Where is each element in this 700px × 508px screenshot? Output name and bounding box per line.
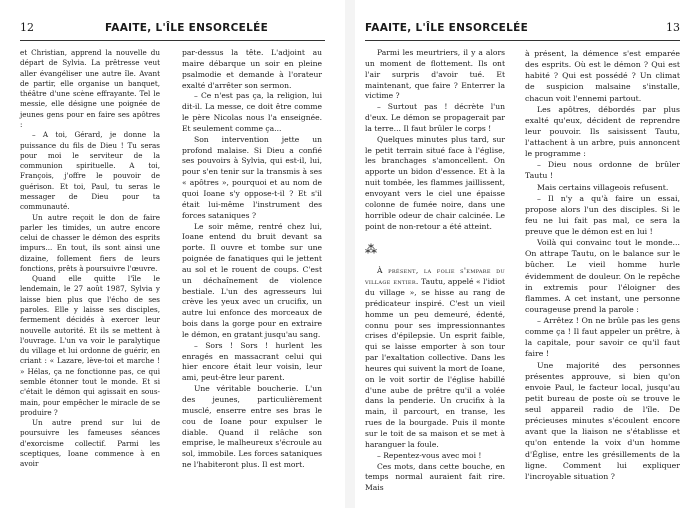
right-running-head: FAAITE, L'ÎLE ENSORCELÉE — [365, 22, 529, 34]
paragraph: Son intervention jette un profond malaise. Si Dieu a confié ses pouvoirs à Sylvia, qui est-il, lui, pour s'en tenir sur la transmis à ses « apôtres », pourquoi et au nom de quoi Ioane s'y oppose-t-il ? Et s'il était lui-même l'instrument des forces sataniques ? — [182, 134, 322, 220]
paragraph: Mais certains villageois refusent. — [537, 182, 669, 192]
left-header-rule — [20, 40, 325, 41]
paragraph: Un autre prend sur lui de poursuivre les fameuses séances d'exorcisme collectif. Parmi les sceptiques, Ioane commence à en avoir — [20, 418, 160, 469]
paragraph: et Christian, apprend la nouvelle du départ de Sylvia. La prêtresse veut aller évangéliser une autre île. Avant de partir, elle organise un banquet, théâtre d'une scène effrayante. Tel le messie, elle désigne une poignée de jeunes gens pour en faire ses apôtres : — [20, 48, 160, 129]
section-lead-in: À présent, la folie s'empare du village entier. — [365, 266, 505, 287]
paragraph: Un autre reçoit le don de faire parler les timides, un autre encore celui de chasser le démon des esprits impurs... En tout, ils sont ainsi une dizaine, follement fiers de leurs fonctions, prêts à poursuivre l'œuvre. — [20, 212, 160, 273]
left-page-header — [20, 18, 325, 38]
paragraph: – Ce n'est pas ça, la religion, lui dit-il. La messe, ce doit être comme le père Nicolas nous l'a enseignée. Et seulement comme ça... — [182, 91, 322, 133]
paragraph: Une majorité des personnes présentes approuve, si bien qu'on envoie Paul, le facteur local, jusqu'au petit bureau de poste où se trouve le seul appareil radio de l'île. De précieuses minutes s'écoulent encore avant que la liaison ne s'établisse et qu'on entende la voix d'un homme d'Église, entre les grésillements de la ligne. Comment lui expliquer l'incroyable situation ? — [525, 360, 680, 481]
paragraph: Ces mots, dans cette bouche, en temps normal auraient fait rire. Mais — [365, 461, 505, 493]
paragraph: – Surtout pas ! décrète l'un d'eux. Le démon se propagerait par la terre... Il faut brûler le corps ! — [365, 102, 505, 133]
book-gutter — [345, 0, 355, 508]
paragraph-text: Tautu, appelé « l'idiot du village », se hisse au rang de prédicateur inspiré. C'est un vieil homme un peu demeuré, édenté, connu pour ses impressionnantes crises d'épilepsie. Un esprit faible, qui se laisse emporter à son tour par l'exaltation collective. Dans les heures qui suivent la mort de Ioane, on le voit sortir de l'église habillé d'une aube de prêtre qu'il a volée dans la penderie. Un crucifix à la main, il parcourt, en transe, les rues de la bourgade. Puis il monte sur le toit de sa maison et se met à haranguer la foule. — [365, 277, 505, 449]
paragraph: par-dessus la tête. L'adjoint au maire débarque un soir en pleine psalmodie et demande à l'orateur exalté d'arrêter son sermon. — [182, 48, 322, 90]
paragraph: Le soir même, rentré chez lui, Ioane entend du bruit devant sa porte. Il ouvre et tombe sur une poignée de fanatiques qui le jettent au sol et le rouent de coups. C'est un déchaînement de violence bestiale. L'un des agresseurs lui crève les yeux avec un crucifix, un autre lui enfonce des morceaux de bois dans la gorge pour en extraire le démon, en gratant jusqu'au sang. — [182, 221, 322, 339]
paragraph: – Repentez-vous avec moi ! — [377, 450, 482, 460]
paragraph: – Sors ! Sors ! hurlent les enragés en massacrant celui qui hier encore était leur voisin, leur ami, peut-être leur parent. — [182, 340, 322, 383]
paragraph: Quand elle quitte l'île le lendemain, le 27 août 1987, Sylvia y laisse bien plus que l'écho de ses paroles. Elle y laisse ses disciples, fermement décidés à exercer leur nouvelle autorité. Et ils se mettent à l'ouvrage. L'un va voir le paralytique du village et lui ordonne de guérir, en criant : « Lazare, lève-toi et marche ! » Hélas, ça ne fonctionne pas, ce qui semble étonner tout le monde. Et si c'était le démon qui agissait en sous-main, pour empêcher le miracle de se produire ? — [20, 274, 160, 417]
paragraph — [365, 266, 505, 450]
right-column-2 — [525, 48, 680, 482]
paragraph: – Dieu nous ordonne de brûler Tautu ! — [525, 160, 680, 181]
paragraph: Voilà qui convainc tout le monde... On attrape Tautu, on le balance sur le bûcher. Le vieil homme hurle évidemment de douleur. On le repêche in extremis pour l'éloigner des flammes. A cet instant, une personne courageuse prend la parole : — [525, 238, 680, 314]
right-page-header — [365, 18, 680, 38]
left-page — [0, 0, 345, 508]
right-page — [355, 0, 700, 508]
right-page-number: 13 — [666, 21, 680, 34]
paragraph: Les apôtres, débordés par plus exalté qu'eux, décident de reprendre leur pouvoir. Ils saisissent Tautu, l'attachent à un arbre, puis annoncent le programme : — [525, 104, 680, 159]
left-column-2 — [182, 48, 322, 471]
paragraph: Quelques minutes plus tard, sur le petit terrain situé face à l'église, les branchages s'amoncellent. On apporte un bidon d'essence. Et à la nuit tombée, les flammes jaillissent, envoyant vers le ciel une épaisse colonne de fumée noire, dans une horrible odeur de chair calcinée. Le point de non-retour a été atteint. — [365, 134, 505, 231]
right-column-1 — [365, 48, 505, 494]
left-column-1 — [20, 48, 160, 470]
left-running-head: FAAITE, L'ÎLE ENSORCELÉE — [105, 22, 269, 34]
paragraph: – Arrêtez ! On ne brûle pas les gens comme ça ! Il faut appeler un prêtre, à la capitale, pour savoir ce qu'il faut faire ! — [525, 316, 680, 359]
paragraph: – Il n'y a qu'à faire un essai, propose alors l'un des disciples. Si le feu ne lui fait pas mal, ce sera la preuve que le démon est en lui ! — [525, 193, 680, 236]
left-page-number: 12 — [20, 21, 34, 34]
paragraph: Une véritable boucherie. L'un des jeunes, particulièrement musclé, enserre entre ses bras le cou de Ioane pour expulser le diable. Quand il relâche son emprise, le malheureux s'écroule au sol, immobile. Les forces sataniques ne l'habiteront plus. Il est mort. — [182, 384, 322, 470]
right-header-rule — [365, 40, 680, 41]
paragraph: à présent, la démence s'est emparée des esprits. Où est le démon ? Qui est habité ? Qui est possédé ? Un climat de suspicion malsaine s'installe, chacun voit l'ennemi partout. — [525, 49, 680, 103]
section-ornament: ⁂ — [365, 242, 377, 257]
paragraph: – A toi, Gérard, je donne la puissance du fils de Dieu ! Tu seras pour moi le serviteur de la communion spirituelle. A toi, François, j'offre le pouvoir de guérison. Et toi, Paul, tu seras le messager de Dieu pour ta communauté. — [20, 130, 160, 212]
paragraph: Parmi les meurtriers, il y a alors un moment de flottement. Ils ont l'air surpris d'avoir tué. Et maintenant, que faire ? Enterrer la victime ? — [365, 48, 505, 101]
